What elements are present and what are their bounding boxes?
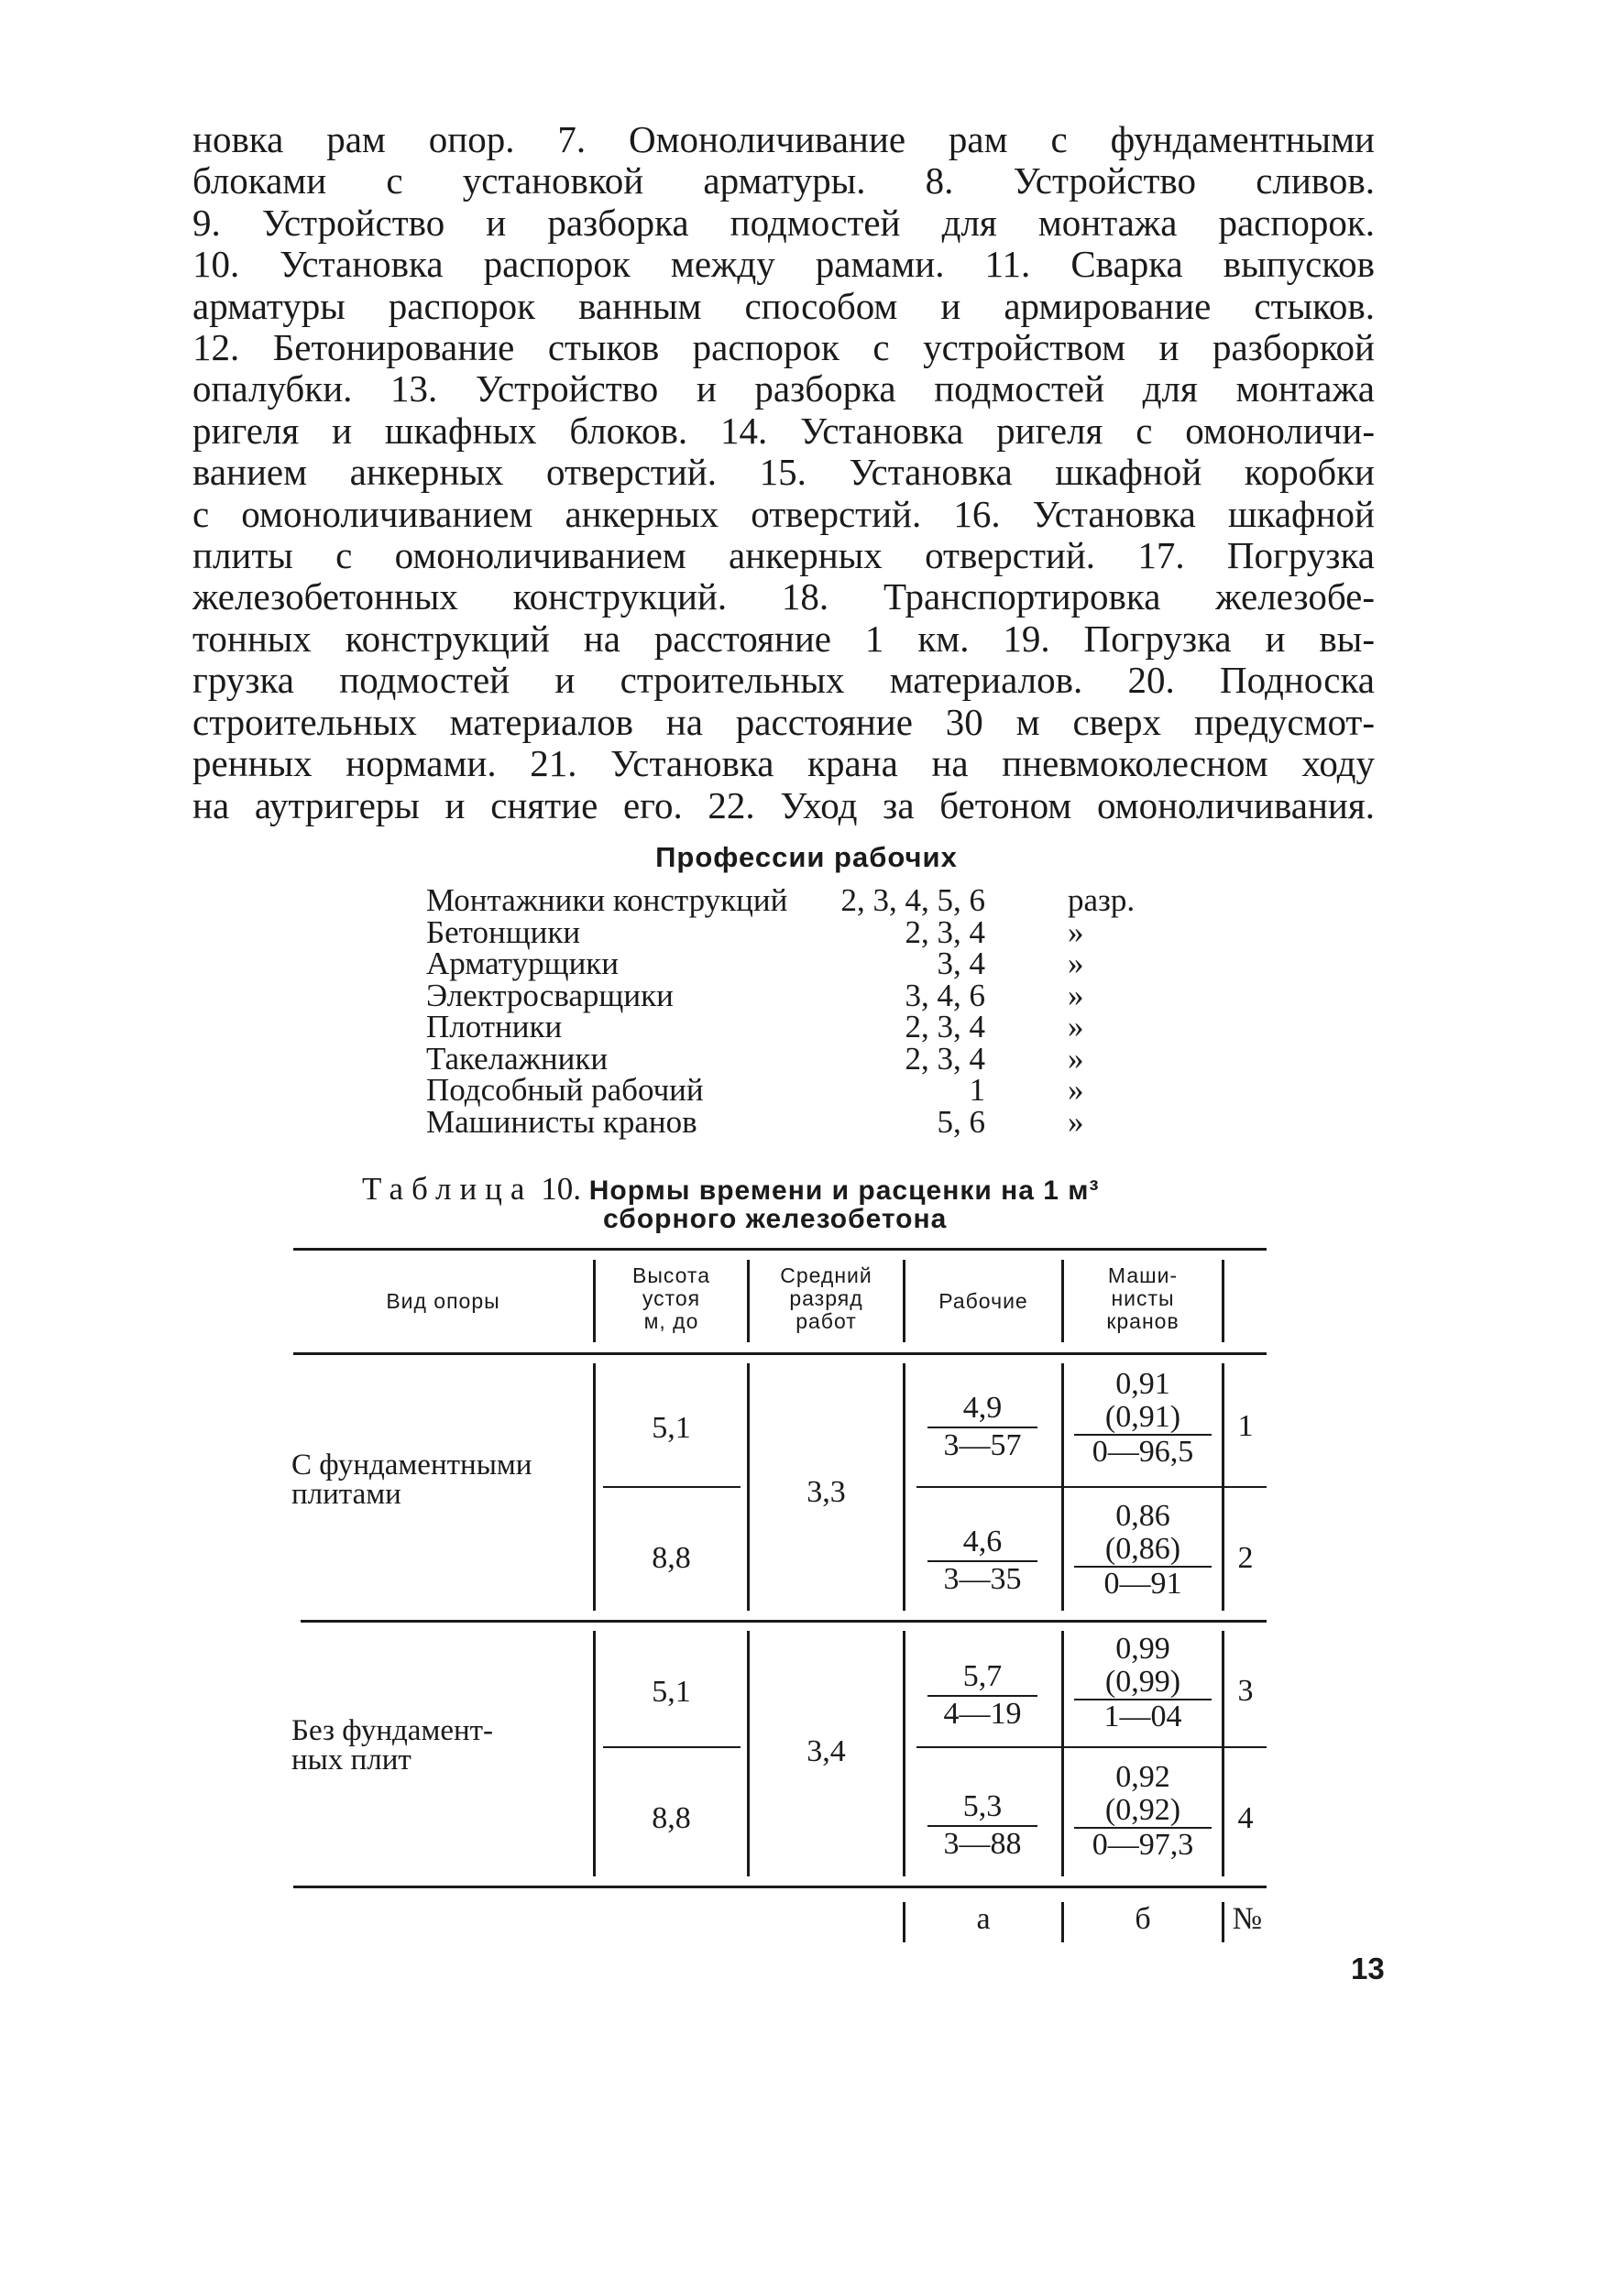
table-top-rule xyxy=(293,1248,1267,1251)
support-type-line: Без фундамент- xyxy=(291,1714,494,1747)
profession-name: Плотники xyxy=(426,1009,563,1044)
paragraph-line: плиты с омоноличиванием анкерных отверстий. 17. Погрузка xyxy=(192,534,1375,577)
profession-ranks: 2, 3, 4 xyxy=(905,1009,985,1044)
workers-rate-value: 3—35 xyxy=(943,1562,1022,1596)
row-number-cell: 3 xyxy=(1237,1674,1254,1708)
header-grade-line: разряд xyxy=(789,1286,863,1310)
crane-rate-value: 0—91 xyxy=(1103,1567,1182,1601)
row-number-cell: 1 xyxy=(1237,1409,1254,1443)
profession-ranks: 5, 6 xyxy=(937,1103,985,1140)
height-cell: 8,8 xyxy=(652,1541,691,1575)
crane-norm-cell xyxy=(1074,1633,1212,1733)
profession-ranks: 1 xyxy=(969,1072,985,1108)
header-type: Вид опоры xyxy=(386,1289,500,1313)
profession-unit: » xyxy=(1068,1040,1084,1077)
paragraph-line: блоками с установкой арматуры. 8. Устройство сливов. xyxy=(192,159,1375,202)
workers-rate-value: 3—88 xyxy=(943,1827,1022,1861)
profession-unit: » xyxy=(1068,977,1084,1013)
paragraph-line: ванием анкерных отверстий. 15. Установка шкафной коробки xyxy=(192,451,1375,494)
profession-name: Такелажники xyxy=(426,1040,609,1077)
profession-name: Подсобный рабочий xyxy=(426,1072,704,1108)
crane-norm-paren: (0,86) xyxy=(1074,1533,1212,1568)
crane-norm-value: 0,86 xyxy=(1115,1499,1170,1533)
table-caption-title-line2: сборного железобетона xyxy=(603,1204,948,1234)
page-number: 13 xyxy=(1351,1952,1385,1985)
footer-col-a: а xyxy=(976,1902,991,1936)
profession-unit: » xyxy=(1068,1009,1084,1044)
crane-rate-value: 1—04 xyxy=(1103,1700,1182,1733)
profession-row xyxy=(426,977,1159,1013)
profession-unit: » xyxy=(1068,1103,1084,1140)
profession-row xyxy=(426,1103,1159,1140)
table-col-divider xyxy=(1222,1260,1224,1342)
header-crane-line: кранов xyxy=(1106,1309,1180,1333)
profession-row xyxy=(426,1011,1159,1044)
crane-norm-paren: (0,92) xyxy=(1074,1794,1212,1829)
workers-norm-cell xyxy=(927,1658,1037,1732)
row-rule xyxy=(603,1486,741,1488)
profession-row xyxy=(426,913,1159,950)
workers-norm-cell xyxy=(927,1524,1037,1597)
profession-row xyxy=(426,1072,1159,1108)
workers-norm-value: 5,3 xyxy=(927,1788,1037,1827)
crane-norm-paren: (0,99) xyxy=(1074,1666,1212,1700)
support-type-line: ных плит xyxy=(291,1744,411,1777)
table-col-divider xyxy=(1061,1631,1064,1876)
paragraph-line: 10. Установка распорок между рамами. 11. Сварка выпусков xyxy=(192,243,1375,286)
grade-cell: 3,3 xyxy=(806,1475,846,1509)
table-col-divider xyxy=(903,1631,905,1876)
table-caption-title: Нормы времени и расценки на 1 м³ xyxy=(588,1175,1100,1206)
footer-col-no: № xyxy=(1232,1902,1263,1936)
table-bottom-rule xyxy=(293,1886,1267,1888)
workers-norm-cell xyxy=(927,1788,1037,1862)
paragraph-line: арматуры распорок ванным способом и армирование стыков. xyxy=(192,284,1375,327)
header-height-line: м, до xyxy=(643,1309,699,1333)
profession-name: Машинисты кранов xyxy=(426,1103,697,1140)
table-col-divider xyxy=(1222,1631,1224,1876)
paragraph-line: опалубки. 13. Устройство и разборка подмостей для монтажа xyxy=(192,367,1375,410)
row-number-cell: 2 xyxy=(1237,1541,1254,1575)
header-crane-operators xyxy=(1064,1264,1222,1333)
body-paragraph xyxy=(192,119,1375,826)
support-type-cell xyxy=(291,1450,532,1509)
profession-name: Арматурщики xyxy=(426,946,620,981)
professions-heading: Профессии рабочих xyxy=(655,841,958,873)
paragraph-line: грузка подмостей и строительных материалов. 20. Подноска xyxy=(192,659,1375,702)
workers-norm-value: 5,7 xyxy=(927,1658,1037,1697)
footer-col-b: б xyxy=(1135,1902,1151,1936)
paragraph-line: ригеля и шкафных блоков. 14. Установка ригеля с омоноличи- xyxy=(192,409,1375,452)
paragraph-line: с омоноличиванием анкерных отверстий. 16. Установка шкафной xyxy=(192,492,1375,535)
header-grade-line: Средний xyxy=(780,1263,872,1287)
grade-cell: 3,4 xyxy=(806,1734,846,1768)
professions-list xyxy=(426,882,1159,1140)
paragraph-line: 12. Бетонирование стыков распорок с устройством и разборкой xyxy=(192,326,1375,369)
profession-name: Бетонщики xyxy=(426,913,581,950)
row-number-cell: 4 xyxy=(1237,1801,1254,1835)
header-crane-line: Маши- xyxy=(1107,1263,1179,1287)
paragraph-line: строительных материалов на расстояние 30 м сверх предусмот- xyxy=(192,700,1375,743)
crane-norm-value: 0,92 xyxy=(1115,1760,1170,1794)
header-height xyxy=(596,1264,747,1333)
profession-row xyxy=(426,882,1159,918)
height-cell: 5,1 xyxy=(652,1675,691,1709)
crane-rate-value: 0—97,3 xyxy=(1092,1828,1194,1862)
table-caption xyxy=(362,1171,1099,1208)
profession-name: Монтажники конструкций xyxy=(426,882,788,918)
group-rule xyxy=(301,1620,1267,1623)
profession-ranks: 3, 4, 6 xyxy=(905,977,985,1013)
workers-rate-value: 3—57 xyxy=(943,1428,1022,1462)
crane-norm-value: 0,99 xyxy=(1115,1632,1170,1666)
workers-norm-cell xyxy=(927,1390,1037,1463)
table-col-divider xyxy=(903,1363,905,1611)
header-height-line: устоя xyxy=(642,1286,701,1310)
paragraph-line: ренных нормами. 21. Установка крана на пневмоколесном ходу xyxy=(192,742,1375,785)
profession-name: Электросварщики xyxy=(426,977,674,1013)
crane-norm-cell xyxy=(1074,1761,1212,1862)
profession-ranks: 2, 3, 4 xyxy=(905,1040,985,1077)
profession-row xyxy=(426,1040,1159,1077)
support-type-cell xyxy=(291,1716,493,1775)
table-caption-number: 10. xyxy=(541,1171,581,1207)
profession-ranks: 3, 4 xyxy=(937,946,985,981)
row-rule xyxy=(916,1746,1267,1748)
paragraph-line: тонных конструкций на расстояние 1 км. 19. Погрузка и вы- xyxy=(192,617,1375,660)
profession-row xyxy=(426,948,1159,980)
crane-norm-cell xyxy=(1074,1500,1212,1601)
row-rule xyxy=(603,1746,741,1748)
paragraph-line: 9. Устройство и разборка подмостей для монтажа распорок. xyxy=(192,201,1375,244)
workers-norm-value: 4,9 xyxy=(927,1390,1037,1428)
table-header-rule xyxy=(293,1352,1267,1355)
height-cell: 8,8 xyxy=(652,1801,691,1835)
header-grade xyxy=(750,1264,903,1333)
profession-unit: разр. xyxy=(1068,882,1136,918)
paragraph-line: новка рам опор. 7. Омоноличивание рам с фундаментными xyxy=(192,118,1375,160)
profession-ranks: 2, 3, 4, 5, 6 xyxy=(840,882,985,918)
profession-unit: » xyxy=(1068,913,1084,950)
crane-norm-value: 0,91 xyxy=(1115,1367,1170,1401)
header-workers: Рабочие xyxy=(938,1289,1028,1313)
height-cell: 5,1 xyxy=(652,1411,691,1445)
header-height-line: Высота xyxy=(632,1263,710,1287)
crane-rate-value: 0—96,5 xyxy=(1092,1435,1194,1469)
support-type-line: плитами xyxy=(291,1478,401,1511)
workers-rate-value: 4—19 xyxy=(943,1697,1022,1731)
profession-unit: » xyxy=(1068,946,1084,981)
header-grade-line: работ xyxy=(796,1309,857,1333)
header-crane-line: нисты xyxy=(1111,1286,1175,1310)
paragraph-line: железобетонных конструкций. 18. Транспортировка железобе- xyxy=(192,575,1375,618)
support-type-line: С фундаментными xyxy=(291,1449,532,1481)
table-caption-label: Таблица xyxy=(362,1171,533,1207)
row-rule xyxy=(916,1486,1267,1488)
table-col-divider xyxy=(593,1631,596,1876)
profession-unit: » xyxy=(1068,1072,1084,1108)
crane-norm-paren: (0,91) xyxy=(1074,1401,1212,1436)
profession-ranks: 2, 3, 4 xyxy=(905,913,985,950)
crane-norm-cell xyxy=(1074,1368,1212,1469)
paragraph-line: на аутригеры и снятие его. 22. Уход за бетоном омоноличивания. xyxy=(192,783,1375,826)
workers-norm-value: 4,6 xyxy=(927,1524,1037,1562)
